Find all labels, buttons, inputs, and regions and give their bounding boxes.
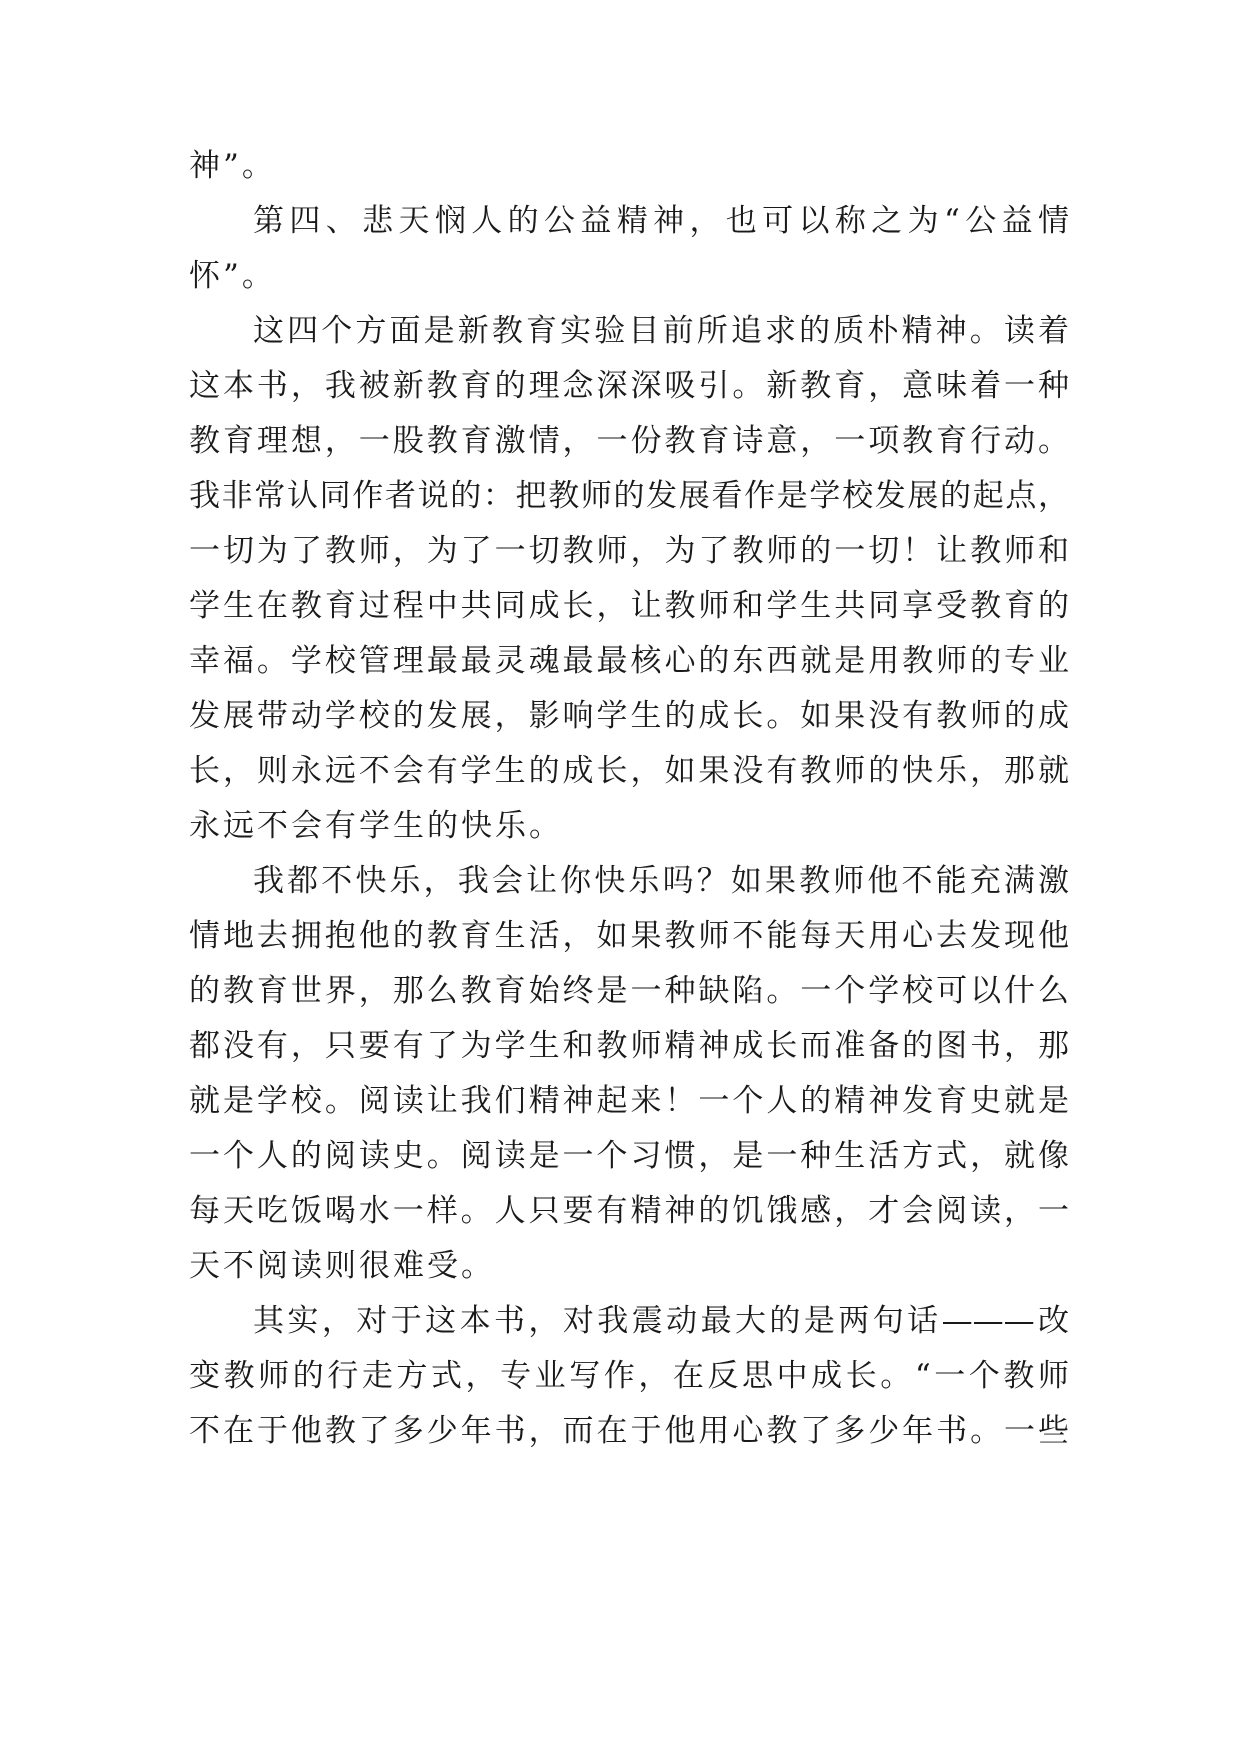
text-line: 变教师的行走方式，专业写作，在反思中成长。“一个教师 [189,1358,1069,1394]
text-line: 不在于他教了多少年书，而在于他用心教了多少年书。一些 [189,1413,1069,1449]
text-line: 神”。 [189,148,276,184]
text-line: 的教育世界，那么教育始终是一种缺陷。一个学校可以什么 [189,973,1069,1009]
text-line: 一个人的阅读史。阅读是一个习惯，是一种生活方式，就像 [189,1138,1069,1174]
text-line: 我非常认同作者说的：把教师的发展看作是学校发展的起点， [189,478,1069,514]
text-line: 这本书，我被新教育的理念深深吸引。新教育，意味着一种 [189,368,1069,404]
text-line: 长，则永远不会有学生的成长，如果没有教师的快乐，那就 [189,753,1069,789]
paragraph-first-line: 我都不快乐，我会让你快乐吗？如果教师他不能充满激 [253,863,1069,899]
text-line: 永远不会有学生的快乐。 [189,808,563,844]
text-line: 学生在教育过程中共同成长，让教师和学生共同享受教育的 [189,588,1069,624]
text-line: 幸福。学校管理最最灵魂最最核心的东西就是用教师的专业 [189,643,1069,679]
text-line: 就是学校。阅读让我们精神起来！一个人的精神发育史就是 [189,1083,1069,1119]
text-line: 情地去拥抱他的教育生活，如果教师不能每天用心去发现他 [189,918,1069,954]
text-line: 每天吃饭喝水一样。人只要有精神的饥饿感，才会阅读，一 [189,1193,1069,1229]
text-line: 教育理想，一股教育激情，一份教育诗意，一项教育行动。 [189,423,1069,459]
text-line: 怀”。 [189,258,276,294]
text-line: 发展带动学校的发展，影响学生的成长。如果没有教师的成 [189,698,1069,734]
paragraph-first-line: 其实，对于这本书，对我震动最大的是两句话———改 [253,1303,1069,1339]
text-line: 一切为了教师，为了一切教师，为了教师的一切！让教师和 [189,533,1069,569]
paragraph-first-line: 这四个方面是新教育实验目前所追求的质朴精神。读着 [253,313,1069,349]
paragraph-first-line: 第四、悲天悯人的公益精神，也可以称之为“公益情 [253,203,1069,239]
text-line: 天不阅读则很难受。 [189,1248,495,1284]
text-line: 都没有，只要有了为学生和教师精神成长而准备的图书，那 [189,1028,1069,1064]
